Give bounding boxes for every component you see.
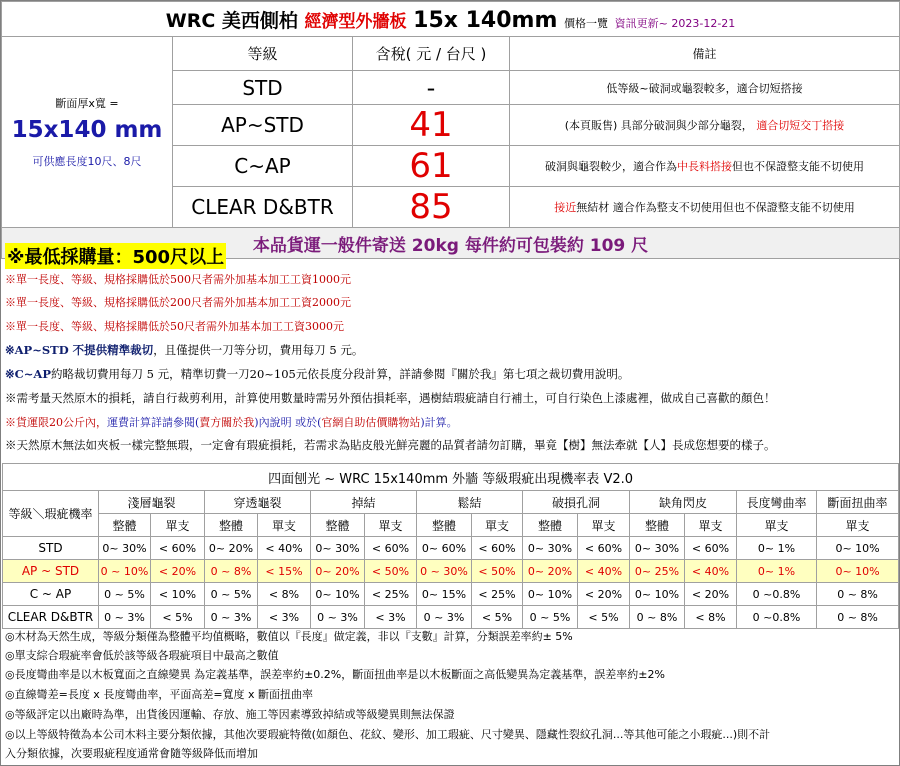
defect-cell: < 20% (151, 560, 205, 583)
defect-cell: 0 ~ 8% (205, 560, 258, 583)
defect-cell: 0~ 10% (523, 583, 578, 606)
defect-cell: 0~ 30% (630, 537, 685, 560)
sub-header: 單支 (578, 514, 630, 537)
defect-cell: < 40% (258, 537, 311, 560)
defect-cell: < 8% (258, 583, 311, 606)
defect-cell: < 15% (258, 560, 311, 583)
defect-cell: 0 ~ 8% (817, 606, 899, 629)
defect-cell: 0 ~ 10% (99, 560, 151, 583)
defect-cell: 0~ 30% (523, 537, 578, 560)
defect-cell: < 5% (151, 606, 205, 629)
defect-row (3, 560, 899, 583)
sub-header: 整體 (99, 514, 151, 537)
defect-cell: < 60% (685, 537, 737, 560)
page-title: WRC 美西側柏 經濟型外牆板 15x 140mm 價格一覽 資訊更新~ 2023-12-21 (2, 2, 900, 37)
defect-cell: 0~ 25% (630, 560, 685, 583)
defect-table (2, 463, 899, 629)
sub-header: 單支 (258, 514, 311, 537)
defect-cell: 0 ~ 5% (99, 583, 151, 606)
defect-cell: 0 ~ 5% (523, 606, 578, 629)
footnote: ◎以上等級特徵為本公司木料主要分類依據，其他次要瑕疵特徵(如顏色、花紋、變形、加工瑕疵、尺寸變異、隱藏性裂紋孔洞...等其他可能之小瑕疵...)則不計 (5, 728, 771, 741)
sub-header: 單支 (472, 514, 523, 537)
grade-label: C ~ AP (3, 583, 99, 606)
sub-header: 單支 (151, 514, 205, 537)
defect-cell: 0~ 10% (817, 537, 899, 560)
sub-header: 整體 (630, 514, 685, 537)
shipping-note: ※貨運限20公斤內，運費計算詳請參閱(賣方關於我)內說明 或於(官網自助估價購物站)計算。 (5, 416, 458, 429)
defect-cell: 0 ~ 30% (417, 560, 472, 583)
sub-header: 單支 (817, 514, 899, 537)
price-row: AP~STD 41 (本頁販售) 具部分破洞與少部分龜裂， 適合切短交丁搭接 (2, 105, 900, 146)
defect-header: 穿透龜裂 (205, 491, 311, 514)
defect-cell: 0~ 10% (630, 583, 685, 606)
header-grade: 等級 (173, 37, 353, 71)
defect-header: 斷面扭曲率 (817, 491, 899, 514)
sub-header: 整體 (417, 514, 472, 537)
defect-cell: 0 ~ 8% (817, 583, 899, 606)
defect-cell: 0 ~0.8% (737, 606, 817, 629)
footnote: ◎長度彎曲率是以木板寬面之直線變異 為定義基準，誤差率約±0.2%，斷面扭曲率是以木板斷面之高低變異為定義基準，誤差率約±2% (5, 668, 665, 681)
defect-header: 缺角閃皮 (630, 491, 737, 514)
defect-cell: 0~ 10% (817, 560, 899, 583)
note-line: ※AP~STD 不提供精準裁切，且僅提供一刀等分切，費用每刀 5 元。 (5, 343, 364, 357)
defect-cell: < 60% (365, 537, 417, 560)
footnote: ◎單支綜合瑕疵率會低於該等級各瑕疵項目中最高之數值 (5, 649, 279, 662)
defect-row (3, 606, 899, 629)
defect-cell: 0~ 20% (205, 537, 258, 560)
defect-cell: 0 ~ 3% (205, 606, 258, 629)
defect-header: 淺層龜裂 (99, 491, 205, 514)
min-order: ※最低採購量：500尺以上 (5, 243, 226, 269)
defect-cell: < 60% (151, 537, 205, 560)
defect-cell: 0~ 15% (417, 583, 472, 606)
sub-header: 整體 (311, 514, 365, 537)
sub-header: 整體 (205, 514, 258, 537)
defect-header: 長度彎曲率 (737, 491, 817, 514)
defect-header: 破損孔洞 (523, 491, 630, 514)
defect-cell: < 25% (365, 583, 417, 606)
defect-row (3, 537, 899, 560)
defect-cell: < 40% (685, 560, 737, 583)
defect-cell: 0~ 10% (311, 583, 365, 606)
defect-cell: 0 ~ 3% (99, 606, 151, 629)
note-line: ※需考量天然原木的損耗，請自行裁剪利用，計算使用數量時需另外預估損耗率，遇樹結瑕疵請自行補土，可自行染色上漆處裡，做成自己喜歡的顏色！ (5, 391, 776, 405)
grade-label: CLEAR D&BTR (3, 606, 99, 629)
shipping-info: 本品貨運一般件寄送 20kg 每件約可包裝約 109 尺 (2, 228, 900, 259)
footnote: ◎直線彎差=長度 x 長度彎曲率，平面高差=寬度 x 斷面扭曲率 (5, 688, 314, 701)
defect-cell: < 60% (472, 537, 523, 560)
sub-header: 單支 (365, 514, 417, 537)
grade-label: STD (3, 537, 99, 560)
defect-cell: < 10% (151, 583, 205, 606)
defect-cell: < 50% (365, 560, 417, 583)
defect-cell: < 50% (472, 560, 523, 583)
defect-cell: < 5% (472, 606, 523, 629)
defect-cell: 0 ~0.8% (737, 583, 817, 606)
footnote: 入分類依據，次要瑕疵程度通常會隨等級降低而增加 (5, 747, 258, 760)
defect-cell: < 25% (472, 583, 523, 606)
defect-header: 鬆結 (417, 491, 523, 514)
price-row: STD - 低等級~破洞或龜裂較多，適合切短搭接 (2, 71, 900, 105)
defect-cell: 0~ 30% (99, 537, 151, 560)
defect-cell: < 60% (578, 537, 630, 560)
note-line: ※天然原木無法如夾板一樣完整無瑕，一定會有瑕疵損耗，若需求為貼皮般光鮮亮麗的品質者請勿訂購，畢竟【樹】無法牽就【人】長成您想要的樣子。 (5, 438, 776, 452)
price-row: C~AP 61 破洞與龜裂較少，適合作為中長料搭接但也不保證整支能不切使用 (2, 146, 900, 187)
size-info: 斷面厚x寬 = 15x140 mm 可供應長度10尺、8尺 (2, 37, 173, 228)
defect-cell: < 20% (685, 583, 737, 606)
defect-cell: 0~ 20% (311, 560, 365, 583)
header-price: 含稅( 元 / 台尺 ) (353, 37, 510, 71)
defect-cell: < 3% (365, 606, 417, 629)
sub-header: 整體 (523, 514, 578, 537)
defect-cell: 0 ~ 5% (205, 583, 258, 606)
defect-cell: < 40% (578, 560, 630, 583)
defect-cell: 0~ 1% (737, 560, 817, 583)
sub-header: 單支 (685, 514, 737, 537)
header-note: 備註 (510, 37, 900, 71)
price-row: CLEAR D&BTR 85 接近無結材 適合作為整支不切使用但也不保證整支能不切使用 (2, 187, 900, 228)
grade-label: AP ~ STD (3, 560, 99, 583)
defect-cell: 0~ 1% (737, 537, 817, 560)
defect-cell: < 5% (578, 606, 630, 629)
defect-table-title: 四面刨光 ~ WRC 15x140mm 外牆 等級瑕疵出現機率表 V2.0 (3, 464, 899, 491)
defect-cell: 0 ~ 3% (417, 606, 472, 629)
defect-cell: 0 ~ 3% (311, 606, 365, 629)
corner-label: 等級＼瑕疵機率 (3, 491, 99, 537)
footnote: ◎木材為天然生成，等級分類僅為整體平均值概略，數值以『長度』做定義，非以『支數』計算，分類誤差率約± 5% (5, 630, 573, 643)
defect-cell: 0 ~ 8% (630, 606, 685, 629)
defect-cell: 0~ 20% (523, 560, 578, 583)
defect-cell: 0~ 60% (417, 537, 472, 560)
defect-cell: < 3% (258, 606, 311, 629)
price-table (1, 1, 900, 259)
note-line: ※C~AP約略裁切費用每刀 5 元，精準切費一刀20~105元依長度分段計算，詳請參閱『關於我』第七項之裁切費用說明。 (5, 367, 630, 381)
note-line: ※單一長度、等級、規格採購低於500尺者需外加基本加工工資1000元 (5, 273, 351, 286)
note-line: ※單一長度、等級、規格採購低於200尺者需外加基本加工工資2000元 (5, 296, 351, 309)
defect-cell: < 8% (685, 606, 737, 629)
defect-row (3, 583, 899, 606)
defect-cell: 0~ 30% (311, 537, 365, 560)
defect-cell: < 20% (578, 583, 630, 606)
sub-header: 單支 (737, 514, 817, 537)
defect-header: 掉結 (311, 491, 417, 514)
note-line: ※單一長度、等級、規格採購低於50尺者需外加基本加工工資3000元 (5, 320, 344, 333)
footnote: ◎等級評定以出廠時為準，出貨後因運輸、存放、施工等因素導致掉結或等級變異則無法保證 (5, 708, 455, 721)
